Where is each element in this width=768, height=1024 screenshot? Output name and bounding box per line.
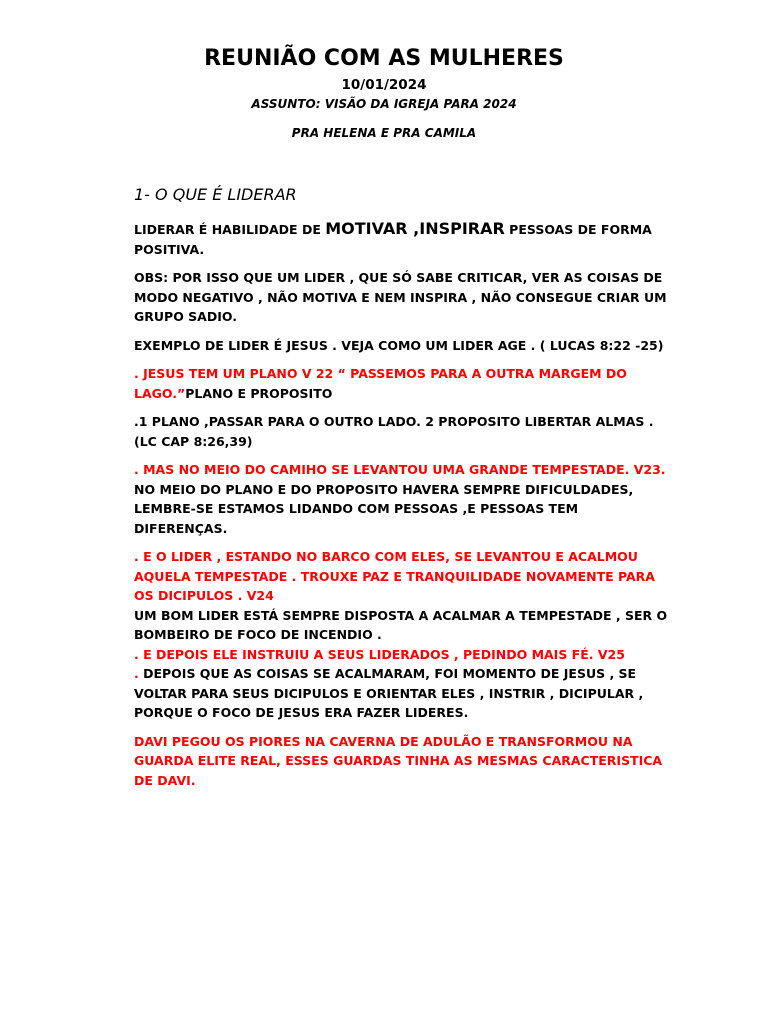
document-title: REUNIÃO COM AS MULHERES [204,46,564,71]
paragraph-plan [134,364,669,403]
calm-highlight: . E O LIDER , ESTANDO NO BARCO COM ELES, SE LEVANTOU E ACALMOU AQUELA TEMPESTADE . TROUXE PAZ E TRANQUILIDADE NOVAMENTE PARA OS DICIPULOS . V24 [134,549,655,603]
plan-highlight: . JESUS TEM UM PLANO V 22 “ PASSEMOS PARA A OUTRA MARGEM DO LAGO.” [134,366,627,401]
meeting-subject: ASSUNTO: VISÃO DA IGREJA PARA 2024 [251,97,517,111]
instruction-text: DEPOIS QUE AS COISAS SE ACALMARAM, FOI MOMENTO DE JESUS , SE VOLTAR PARA SEUS DICIPULOS E ORIENTAR ELES , INSTRIR , DICIPULAR , PORQUE O FOCO DE JESUS ERA FAZER LIDERES. [134,666,644,720]
meeting-date: 10/01/2024 [341,77,427,93]
storm-text: NO MEIO DO PLANO E DO PROPOSITO HAVERA SEMPRE DIFICULDADES, LEMBRE-SE ESTAMOS LIDANDO COM PESSOAS ,E PESSOAS TEM DIFERENÇAS. [134,481,634,536]
paragraph-observation: OBS: POR ISSO QUE UM LIDER , QUE SÓ SABE CRITICAR, VER AS COISAS DE MODO NEGATIVO , NÃO MOTIVA E NEM INSPIRA , NÃO CONSEGUE CRIAR UM GRUPO SADIO. [134,270,667,324]
storm-highlight: . MAS NO MEIO DO CAMIHO SE LEVANTOU UMA GRANDE TEMPESTADE. V23. [134,462,666,477]
paragraph-storm [134,460,669,538]
definition-text-start: LIDERAR É HABILIDADE DE [134,222,326,237]
paragraph-davi: DAVI PEGOU OS PIORES NA CAVERNA DE ADULÃO E TRANSFORMOU NA GUARDA ELITE REAL, ESSES GUARDAS TINHA AS MESMAS CARACTERISTICA DE DAVI. [134,733,663,788]
plan-text: PLANO E PROPOSITO [185,385,333,401]
calm-text: UM BOM LIDER ESTÁ SEMPRE DISPOSTA A ACALMAR A TEMPESTADE , SER O BOMBEIRO DE FOCO DE INCENDIO . [134,607,668,642]
section-heading: 1- O QUE É LIDERAR [134,185,297,204]
meeting-pastors: PRA HELENA E PRA CAMILA [291,126,477,140]
paragraph-instruction [134,645,669,723]
paragraph-calm [134,547,669,645]
definition-emphasis: MOTIVAR ,INSPIRAR [325,219,505,238]
instruction-highlight: . E DEPOIS ELE INSTRUIU A SEUS LIDERADOS , PEDINDO MAIS FÉ. V25 [134,646,625,662]
paragraph-example: EXEMPLO DE LIDER É JESUS . VEJA COMO UM LIDER AGE . ( LUCAS 8:22 -25) [134,337,664,353]
document-body [134,219,669,799]
paragraph-definition [134,219,669,259]
paragraph-purpose: .1 PLANO ,PASSAR PARA O OUTRO LADO. 2 PROPOSITO LIBERTAR ALMAS .(LC CAP 8:26,39) [134,414,654,449]
instruction-dot: . [134,666,139,681]
definition-text-end: PESSOAS DE FORMA POSITIVA. [134,222,652,257]
